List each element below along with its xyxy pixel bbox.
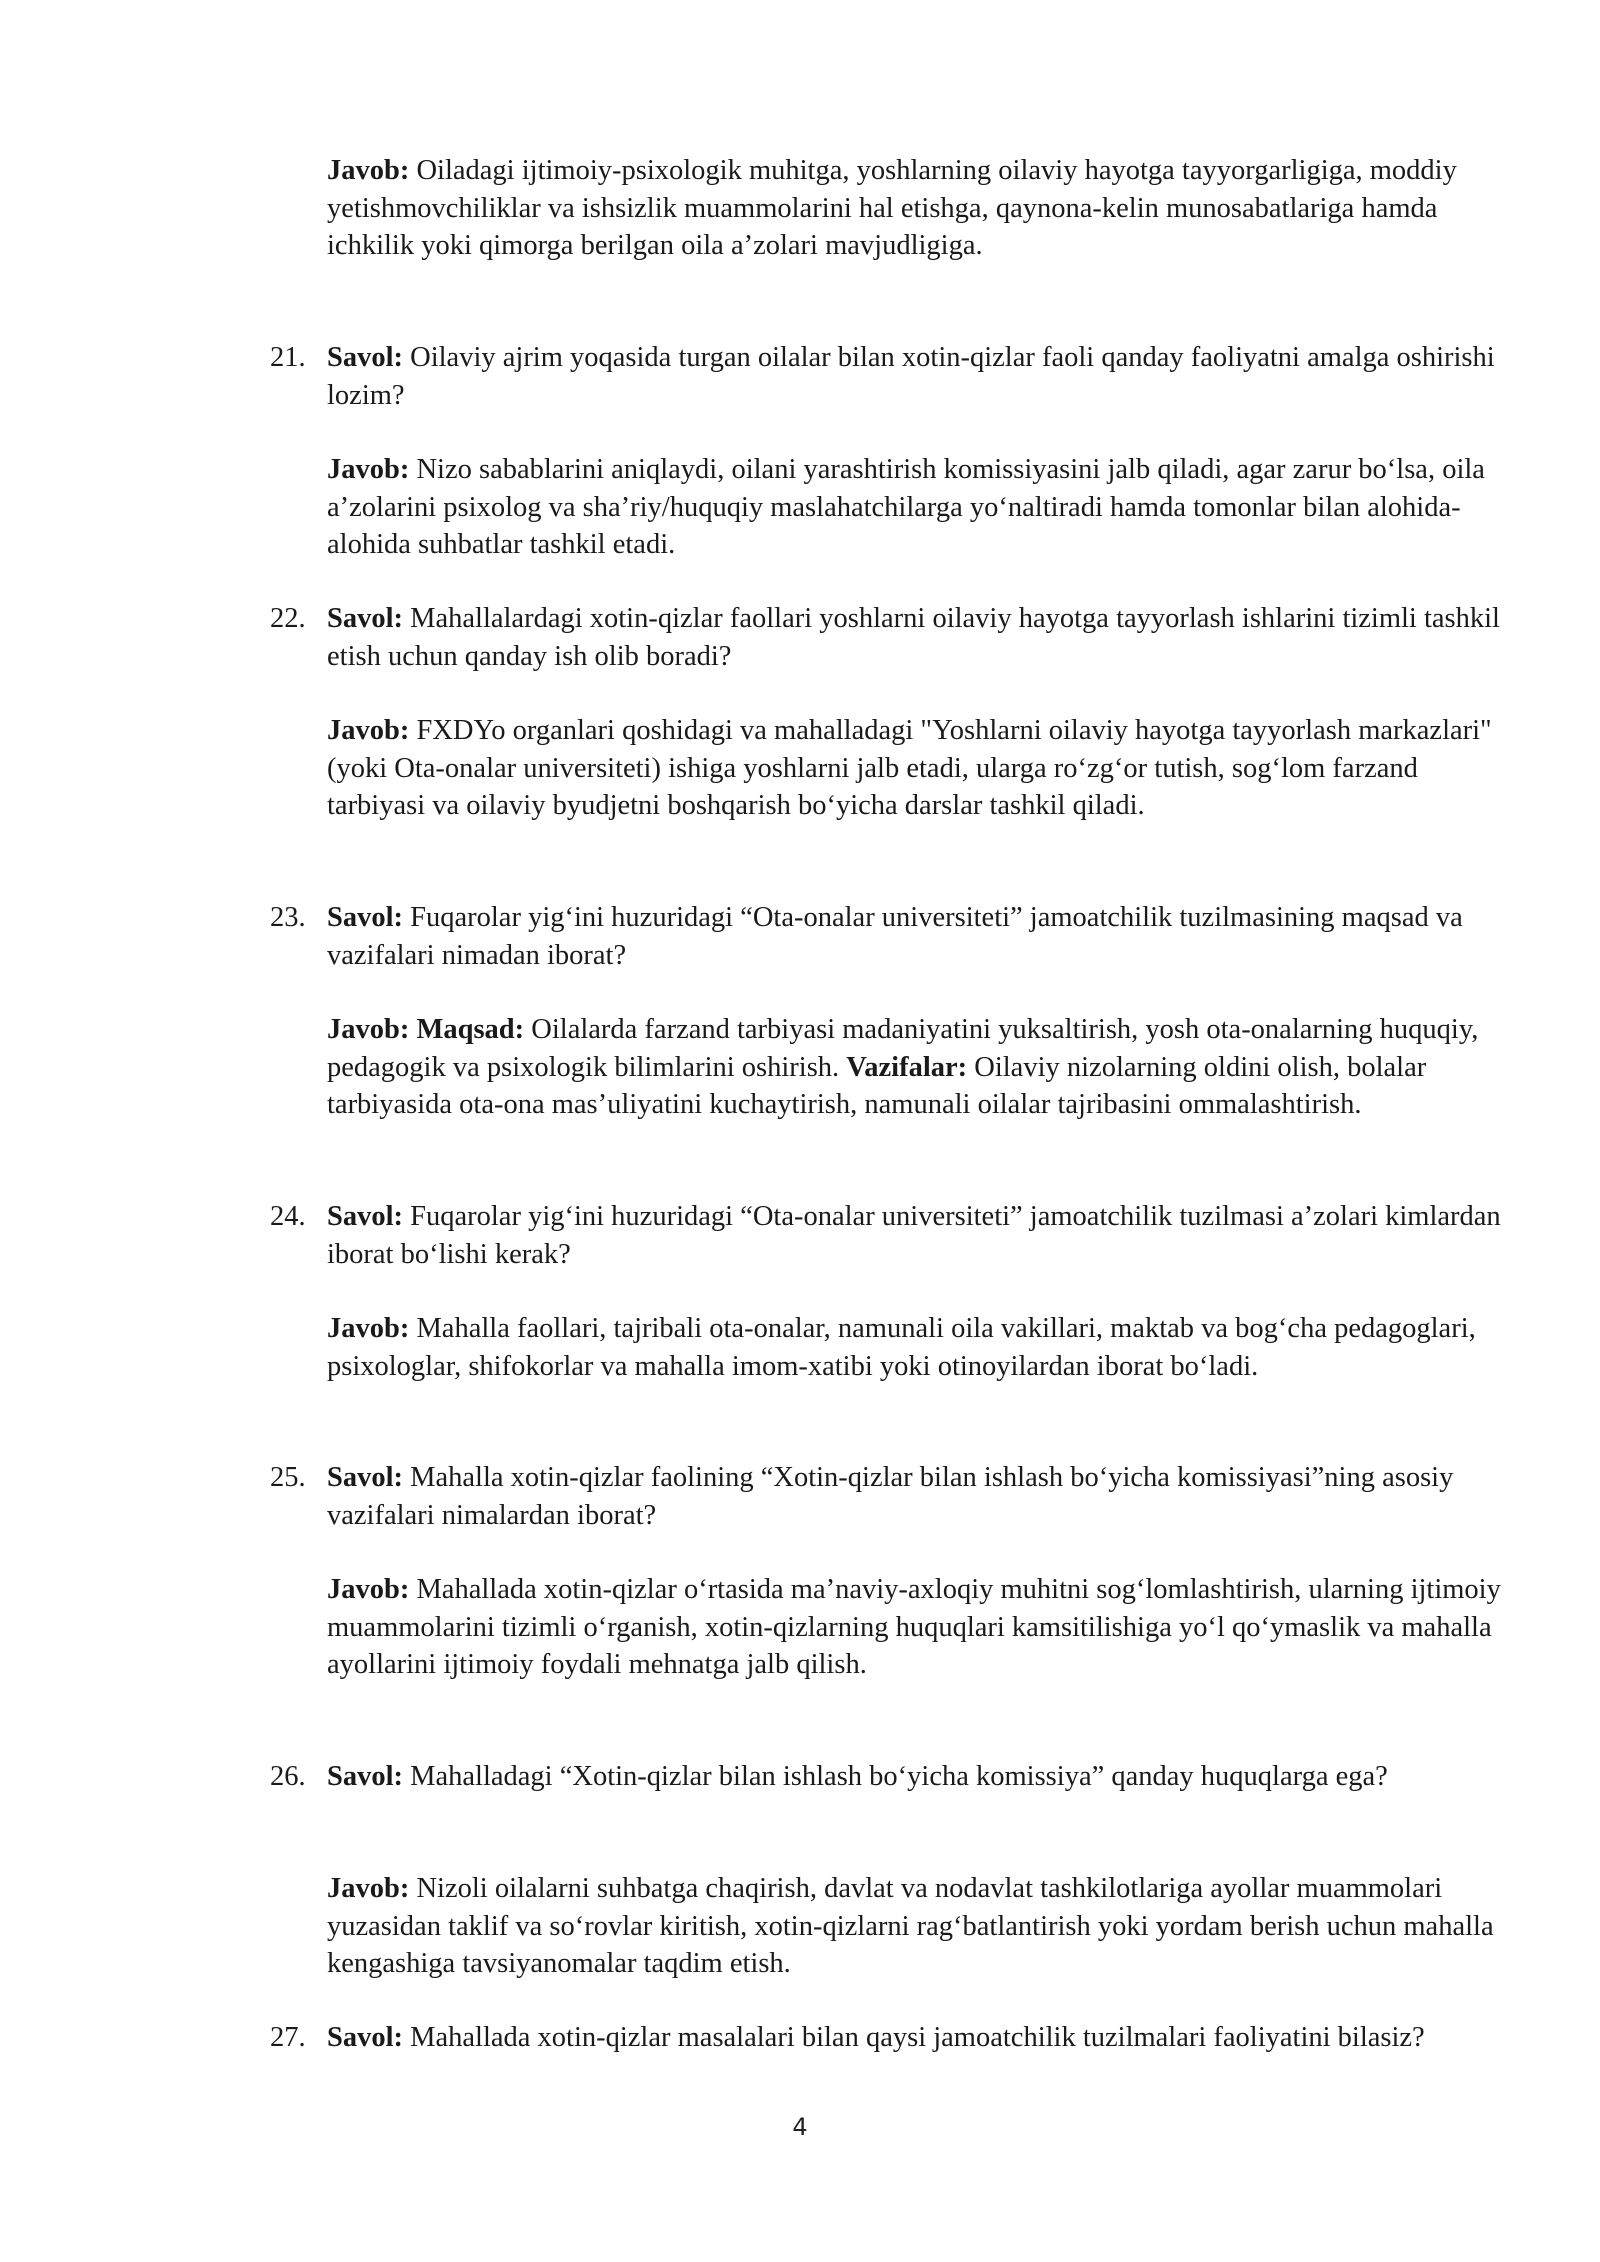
question-label: Savol: [327,902,404,933]
question-text: Mahallalardagi xotin-qizlar faollari yoshlarni oilaviy hayotga tayyorlash ishlarini tizimli tashkil etish uchun qanday ish olib boradi? [327,603,1500,672]
question-label: Savol: [327,1201,404,1232]
question-text: Mahalladagi “Xotin-qizlar bilan ishlash bo‘yicha komissiya” qanday huquqlarga ega? [403,1761,1388,1792]
answer-paragraph [327,1870,1507,1983]
question-label: Savol: [327,342,404,373]
answer-text: Mahalla faollari, tajribali ota-onalar, namunali oila vakillari, maktab va bog‘cha pedagoglari, psixologlar, shifokorlar va mahalla imom-xatibi yoki otinoyilardan iborat bo‘ladi. [327,1313,1476,1382]
question-text: Fuqarolar yig‘ini huzuridagi “Ota-onalar universiteti” jamoatchilik tuzilmasi a’zolari kimlardan iborat bo‘lishi kerak? [327,1201,1501,1270]
answer-label-secondary: Vazifalar: [846,1051,968,1083]
question-label: Savol: [327,1462,404,1493]
answer-text: Oilalarda farzand tarbiyasi madaniyatini yuksaltirish, yosh ota-onalarning huquqiy, pedagogik va psixologik bilimlarini oshirish. [327,1014,1479,1083]
question-label: Savol: [327,603,404,634]
question-number: 23. [270,902,306,933]
answer-label: Javob: [327,1873,410,1904]
question-number: 21. [270,342,306,373]
answer-label: Javob: [327,155,410,186]
question-label: Savol: [327,2022,404,2053]
answer-paragraph [327,1571,1507,1684]
answer-paragraph [327,1310,1507,1385]
question-item-23 [270,899,1507,974]
answer-paragraph [327,1011,1507,1124]
answer-label: Javob: [327,1574,410,1605]
question-text: Mahallada xotin-qizlar masalalari bilan qaysi jamoatchilik tuzilmalari faoliyatini bilasiz? [403,2022,1425,2053]
question-text: Mahalla xotin-qizlar faolining “Xotin-qizlar bilan ishlash bo‘yicha komissiyasi”ning asosiy vazifalari nimalardan iborat? [327,1462,1454,1531]
page-number: 4 [792,2113,808,2141]
answer-text: FXDYo organlari qoshidagi va mahalladagi "Yoshlarni oilaviy hayotga tayyorlash markazlari" (yoki Ota-onalar universiteti) ishiga yoshlarni jalb etadi, ularga ro‘zg‘or tutish, sog‘lom farzand tarbiyasi va oilaviy byudjetni boshqarish bo‘yicha darslar tashkil qiladi. [327,715,1492,821]
question-item-21 [270,339,1507,414]
answer-label: Javob: [327,1313,410,1344]
answer-text: Nizo sabablarini aniqlaydi, oilani yarashtirish komissiyasini jalb qiladi, agar zarur bo‘lsa, oila a’zolarini psixolog va sha’riy/huquqiy maslahatchilarga yo‘naltiradi hamda tomonlar bilan alohida-alohida suhbatlar tashkil etadi. [327,454,1485,560]
answer-paragraph [327,152,1507,265]
answer-text: Oiladagi ijtimoiy-psixologik muhitga, yoshlarning oilaviy hayotga tayyorgarligiga, moddiy yetishmovchiliklar va ishsizlik muammolarini hal etishga, qaynona-kelin munosabatlariga hamda ichkilik yoki qimorga berilgan oila a’zolari mavjudligiga. [327,155,1457,261]
question-number: 22. [270,603,306,634]
question-item-27 [270,2019,1507,2057]
answer-text-secondary: Oilaviy nizolarning oldini olish, bolalar tarbiyasida ota-ona mas’uliyatini kuchaytirish, namunali oilalar tajribasini ommalashtirish. [327,1051,1427,1120]
question-number: 26. [270,1761,306,1792]
question-text: Fuqarolar yig‘ini huzuridagi “Ota-onalar universiteti” jamoatchilik tuzilmasining maqsad va vazifalari nimadan iborat? [327,902,1463,971]
question-number: 24. [270,1201,306,1232]
question-number: 27. [270,2022,306,2053]
question-label: Savol: [327,1761,404,1792]
answer-text: Nizoli oilalarni suhbatga chaqirish, davlat va nodavlat tashkilotlariga ayollar muammolari yuzasidan taklif va so‘rovlar kiritish, xotin-qizlarni rag‘batlantirish yoki yordam berish uchun mahalla kengashiga tavsiyanomalar taqdim etish. [327,1873,1494,1979]
answer-label: Javob: Maqsad: [327,1014,525,1045]
answer-label: Javob: [327,715,410,746]
answer-label: Javob: [327,454,410,485]
answer-paragraph [327,712,1507,825]
answer-text: Mahallada xotin-qizlar o‘rtasida ma’naviy-axloqiy muhitni sog‘lomlashtirish, ularning ijtimoiy muammolarini tizimli o‘rganish, xotin-qizlarning huquqlari kamsitilishiga yo‘l qo‘ymaslik va mahalla ayollarini ijtimoiy foydali mehnatga jalb qilish. [327,1574,1501,1680]
answer-paragraph [327,451,1507,564]
question-item-22 [270,600,1507,675]
question-item-24 [270,1198,1507,1273]
question-number: 25. [270,1462,306,1493]
question-text: Oilaviy ajrim yoqasida turgan oilalar bilan xotin-qizlar faoli qanday faoliyatni amalga oshirishi lozim? [327,342,1495,411]
question-item-25 [270,1459,1507,1534]
question-item-26 [270,1758,1507,1796]
